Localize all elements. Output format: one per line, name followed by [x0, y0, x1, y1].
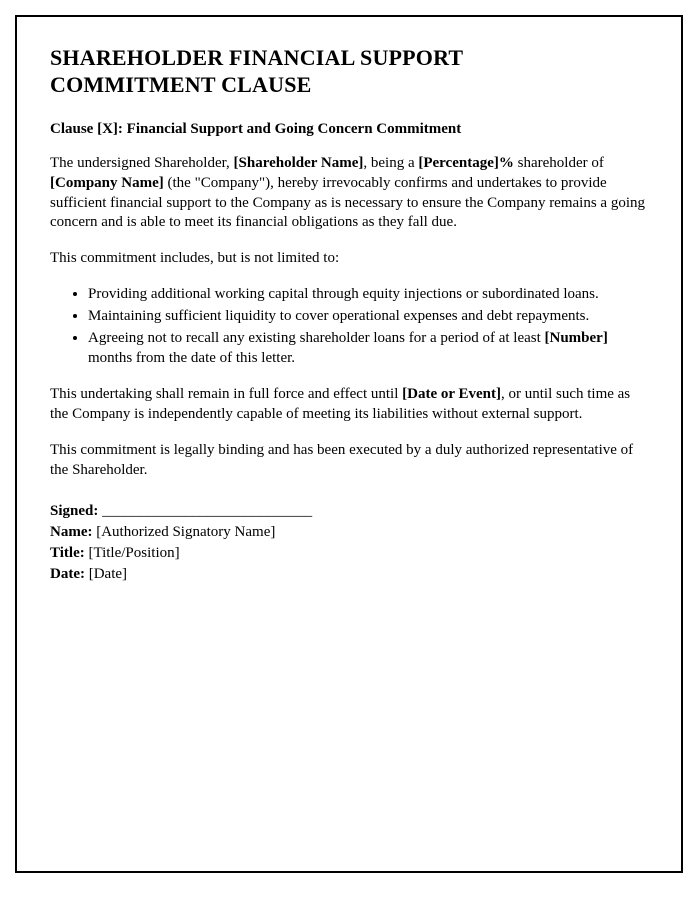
signed-label: Signed: — [50, 502, 99, 519]
intro-paragraph: The undersigned Shareholder, [Shareholder Name], being a [Percentage]% shareholder of [Company Name] (the "Company"), hereby irrevocably confirms and undertakes to provide sufficient financial support to the Company as is necessary to ensure the Company remains a going concern and is able to meet its financial obligations as they fall due. — [50, 154, 645, 231]
clause-heading: Clause [X]: Financial Support and Going Concern Commitment — [50, 120, 462, 137]
list-intro-paragraph: This commitment includes, but is not limited to: — [50, 250, 340, 267]
binding-paragraph: This commitment is legally binding and has been executed by a duly authorized representative of the Shareholder. — [50, 441, 634, 478]
list-item: • Agreeing not to recall any existing shareholder loans for a period of at least [Number] months from the date of this letter. — [88, 329, 647, 369]
date-row — [50, 564, 647, 585]
document-title: SHAREHOLDER FINANCIAL SUPPORT COMMITMENT CLAUSE — [50, 45, 463, 97]
signed-row — [50, 501, 647, 522]
title-label: Title: — [50, 544, 85, 561]
signature-line: ____________________________ — [102, 502, 313, 519]
commitment-list — [50, 285, 647, 369]
title-row — [50, 543, 647, 564]
name-label: Name: — [50, 523, 93, 540]
date-label: Date: — [50, 565, 85, 582]
signature-block — [50, 501, 647, 585]
list-item: • Providing additional working capital through equity injections or subordinated loans. — [88, 285, 647, 305]
date-value: [Date] — [88, 565, 128, 582]
list-item: • Maintaining sufficient liquidity to cover operational expenses and debt repayments. — [88, 307, 647, 327]
name-value: [Authorized Signatory Name] — [96, 523, 276, 540]
document-page — [15, 15, 683, 873]
title-value: [Title/Position] — [88, 544, 180, 561]
undertaking-paragraph: This undertaking shall remain in full force and effect until [Date or Event], or until such time as the Company is independently capable of meeting its liabilities without external support. — [50, 386, 631, 423]
name-row — [50, 522, 647, 543]
